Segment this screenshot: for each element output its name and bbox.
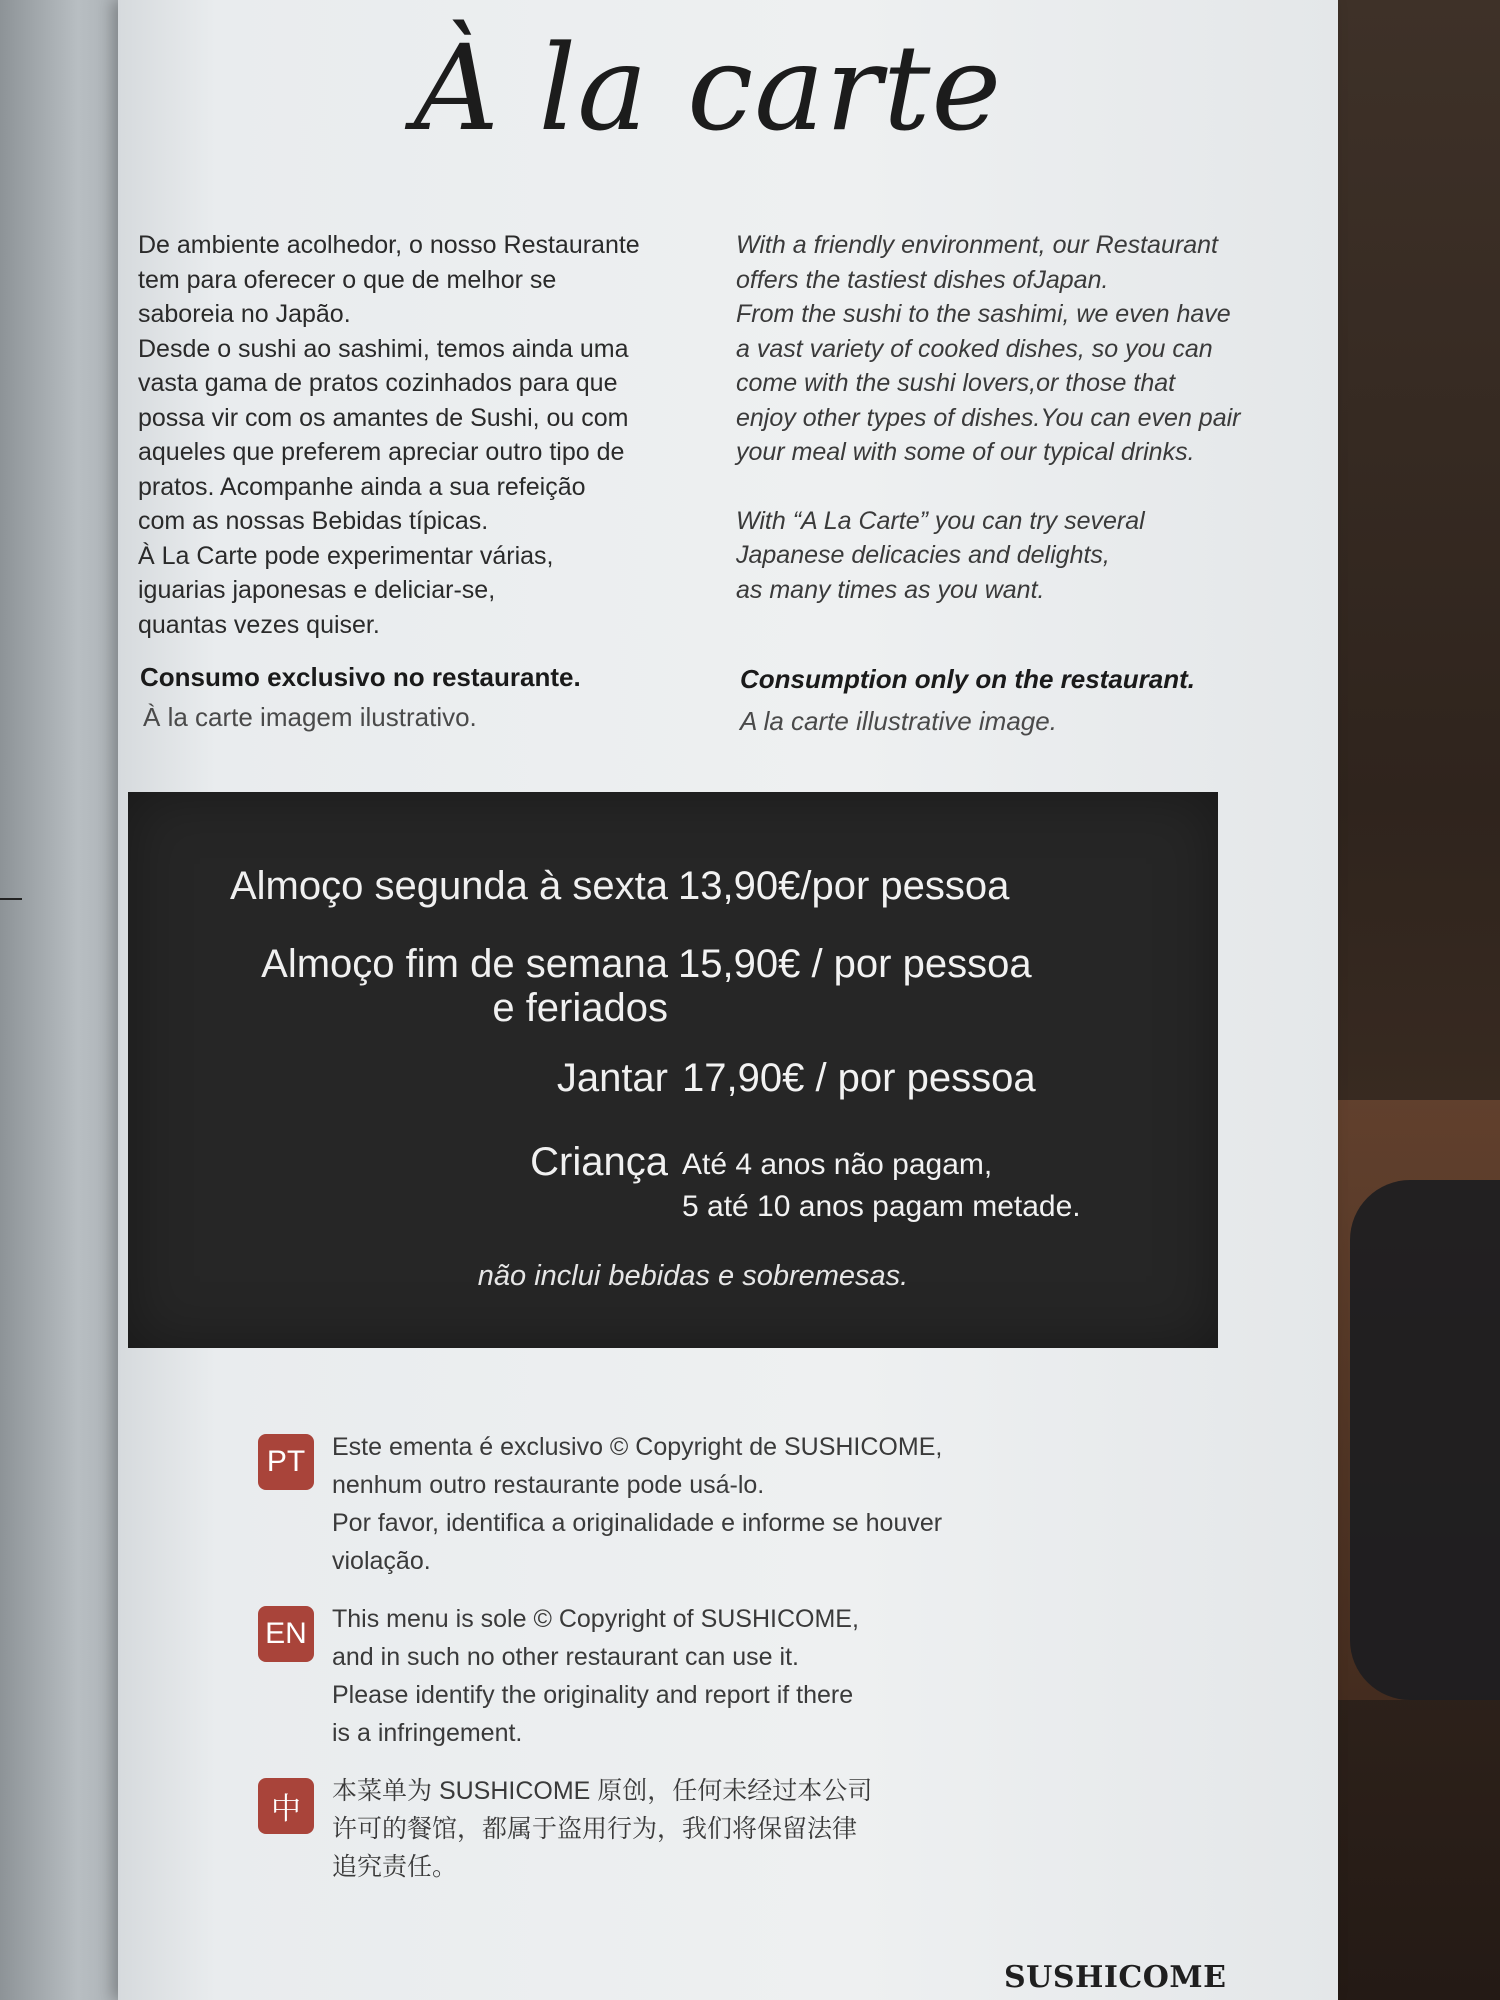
price-value: 13,90€/por pessoa [678,864,1010,908]
intro-en-paragraph-2: With “A La Carte” you can try several Japanese delicacies and delights, as many times as you want. [736,506,1145,604]
badge-zh: 中 [258,1778,314,1834]
price-label: Almoço fim de semana e feriados [261,942,668,1030]
badge-en: EN [258,1606,314,1662]
page-title: À la carte [413,19,1003,157]
exclusive-note-pt: Consumo exclusivo no restaurante. [140,662,581,692]
notice-text: This menu is sole © Copyright of SUSHICOME, and in such no other restaurant can use it. Please identify the originality and report if there is a infringement. [332,1605,859,1747]
illustrative-note-en: A la carte illustrative image. [740,706,1057,736]
price-label: Almoço segunda à sexta [229,864,668,908]
badge-pt: PT [258,1434,314,1490]
price-label: Jantar [556,1056,668,1100]
background-object [1350,1180,1500,1700]
price-label: Criança [530,1140,668,1184]
price-footer-note: não inclui bebidas e sobremesas. [477,1260,909,1292]
price-value: Até 4 anos não pagam, 5 até 10 anos pagam metade. [682,1148,1081,1223]
menu-page [118,0,1338,2000]
background-mark [0,898,22,900]
intro-en-paragraph-1: With a friendly environment, our Restaurant offers the tastiest dishes ofJapan. From the sushi to the sashimi, we even have a vast variety of cooked dishes, so you can come with the sushi lovers,or those that enjoy other types of dishes.You can even pair your meal with some of our typical drinks. [736,231,1241,466]
notice-text: Este ementa é exclusivo © Copyright de SUSHICOME, nenhum outro restaurante pode usá-lo. Por favor, identifica a originalidade e informe se houver violação. [332,1433,943,1575]
intro-english [736,228,1316,607]
price-value: 17,90€ / por pessoa [682,1056,1036,1100]
price-value: 15,90€ / por pessoa [678,942,1032,986]
background-left-page [0,0,130,2000]
exclusive-note-en: Consumption only on the restaurant. [740,664,1196,694]
illustrative-note-pt: À la carte imagem ilustrativo. [143,702,477,732]
notice-text: 本菜单为 SUSHICOME 原创，任何未经过本公司 许可的餐馆，都属于盗用行为，我们将保留法律 追究责任。 [332,1777,873,1881]
intro-portuguese [138,228,718,642]
intro-pt-paragraph: De ambiente acolhedor, o nosso Restaurante tem para oferecer o que de melhor se saboreia no Japão. Desde o sushi ao sashimi, temos ainda uma vasta gama de pratos cozinhados para que possa vir com os amantes de Sushi, ou com aqueles que preferem apreciar outro tipo de pratos. Acompanhe ainda a sua refeição com as nossas Bebidas típicas. À La Carte pode experimentar várias, iguarias japonesas e deliciar-se, quantas vezes quiser. [138,231,640,639]
price-panel [128,792,1218,1348]
brand-logo: SUSHICOME [1004,1960,1227,1995]
